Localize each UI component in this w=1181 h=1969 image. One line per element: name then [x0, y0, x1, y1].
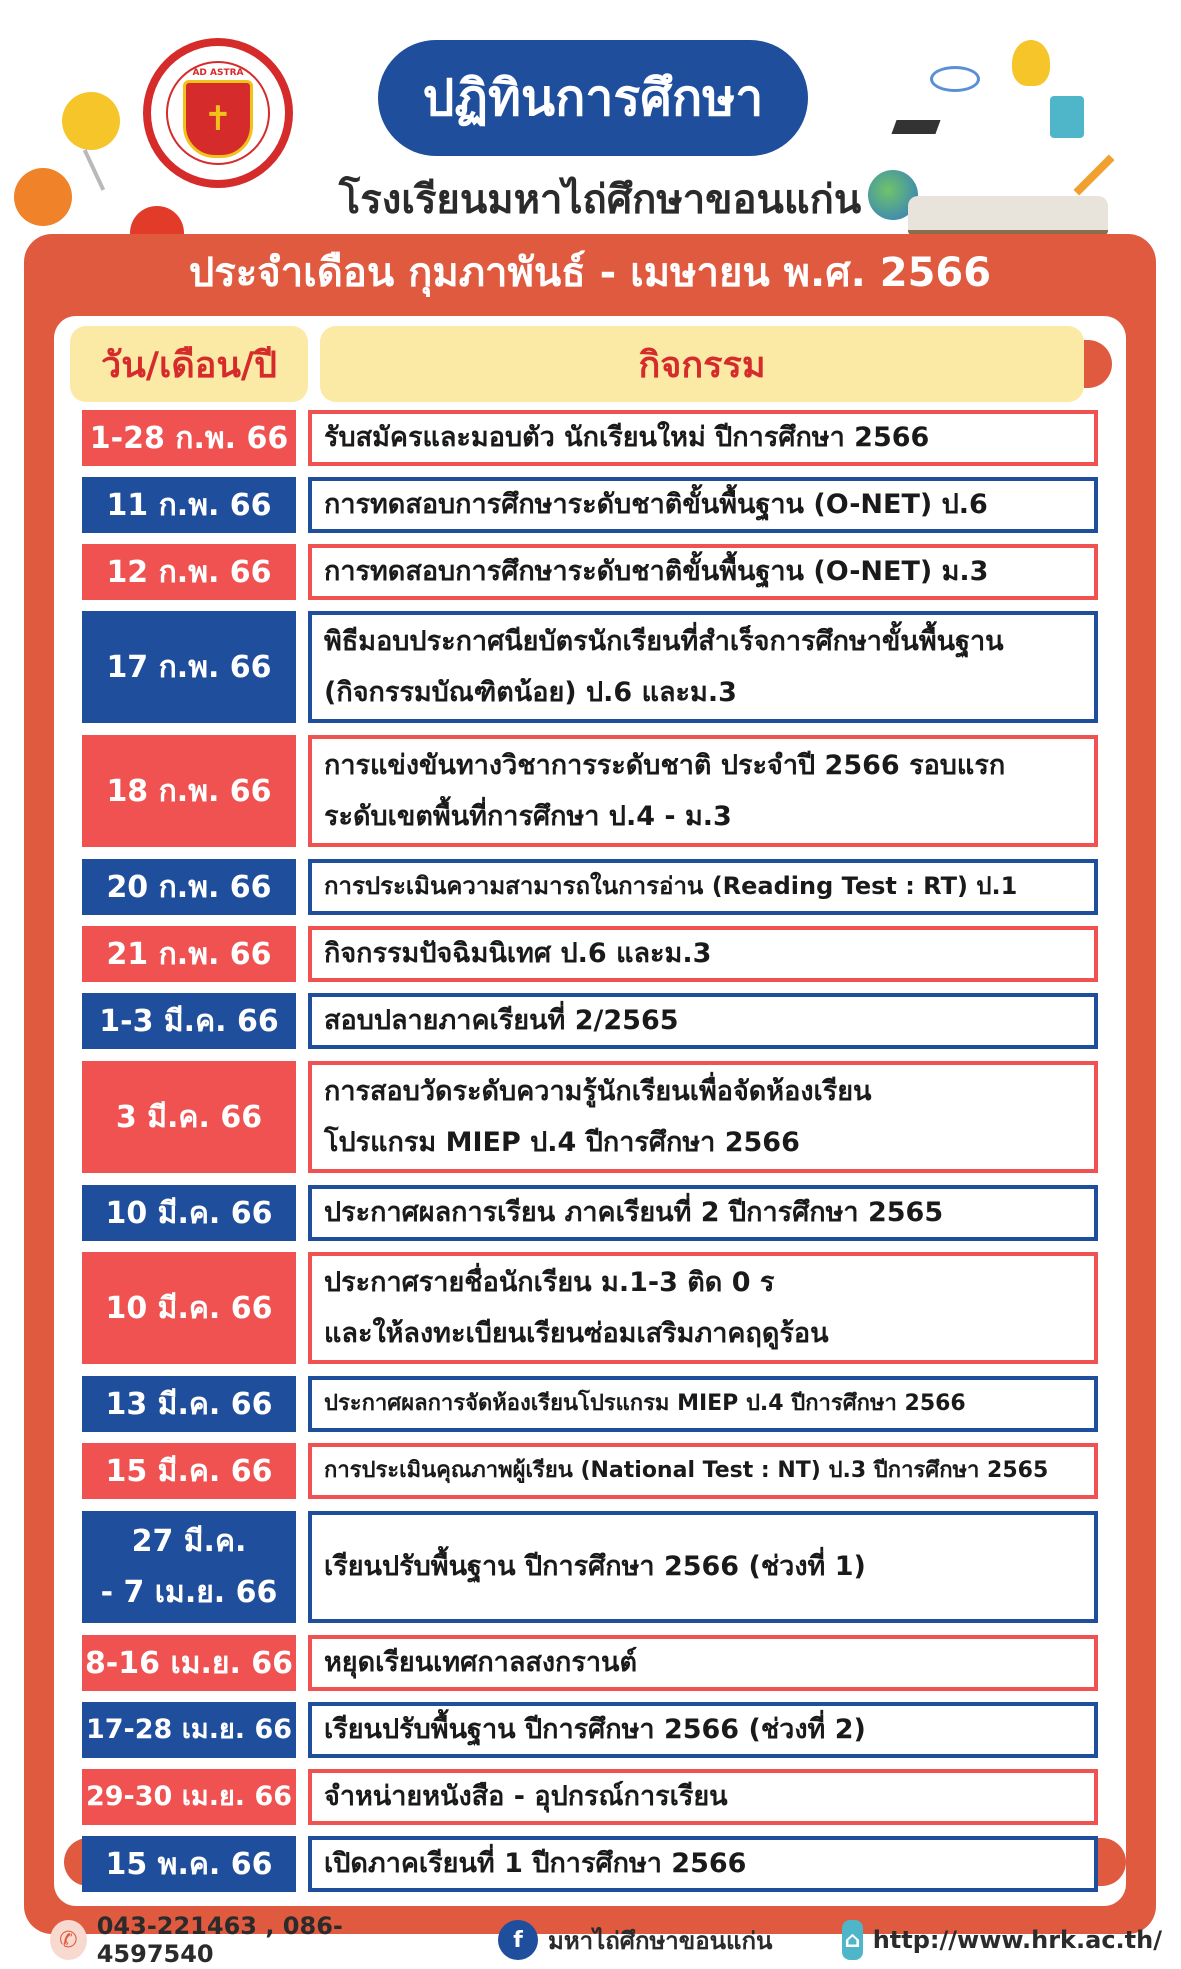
- footer-website[interactable]: [842, 1916, 1162, 1964]
- row-date: 15 มี.ค. 66: [82, 1443, 296, 1499]
- row-activity: การประเมินคุณภาพผู้เรียน (National Test : NT) ป.3 ปีการศึกษา 2565: [308, 1443, 1098, 1499]
- row-date: 27 มี.ค. - 7 เม.ย. 66: [82, 1511, 296, 1623]
- table-row: [82, 1836, 1098, 1892]
- pencil-icon: [1073, 154, 1114, 195]
- table-row: [82, 410, 1098, 466]
- shield-icon: ✝: [183, 80, 253, 158]
- table-row: [82, 1061, 1098, 1173]
- page-title: ปฏิทินการศึกษา: [378, 40, 808, 156]
- row-date: 13 มี.ค. 66: [82, 1376, 296, 1432]
- logo-motto: AD ASTRA: [192, 68, 244, 78]
- facebook-icon: f: [498, 1920, 538, 1960]
- period-heading: ประจำเดือน กุมภาพันธ์ - เมษายน พ.ศ. 2566: [188, 250, 992, 296]
- pushpin-yellow-needle: [83, 149, 105, 191]
- footer-facebook[interactable]: [498, 1916, 798, 1964]
- row-activity: การสอบวัดระดับความรู้นักเรียนเพื่อจัดห้องเรียน โปรแกรม MIEP ป.4 ปีการศึกษา 2566: [308, 1061, 1098, 1173]
- web-icon: ⌂: [842, 1920, 863, 1960]
- row-activity: สอบปลายภาคเรียนที่ 2/2565: [308, 993, 1098, 1049]
- table-row: [82, 993, 1098, 1049]
- row-activity: พิธีมอบประกาศนียบัตรนักเรียนที่สำเร็จการศึกษาขั้นพื้นฐาน (กิจกรรมบัณฑิตน้อย) ป.6 และม.3: [308, 611, 1098, 723]
- row-activity: การแข่งขันทางวิชาการระดับชาติ ประจำปี 2566 รอบแรก ระดับเขตพื้นที่การศึกษา ป.4 - ม.3: [308, 735, 1098, 847]
- row-activity: การทดสอบการศึกษาระดับชาติขั้นพื้นฐาน (O-NET) ป.6: [308, 477, 1098, 533]
- row-date: 10 มี.ค. 66: [82, 1252, 296, 1364]
- table-row: [82, 611, 1098, 723]
- row-activity: เปิดภาคเรียนที่ 1 ปีการศึกษา 2566: [308, 1836, 1098, 1892]
- row-date: 18 ก.พ. 66: [82, 735, 296, 847]
- column-header-activity: กิจกรรม: [320, 326, 1084, 402]
- row-activity: เรียนปรับพื้นฐาน ปีการศึกษา 2566 (ช่วงที่ 1): [308, 1511, 1098, 1623]
- phone-icon: ✆: [50, 1920, 87, 1960]
- row-date: 3 มี.ค. 66: [82, 1061, 296, 1173]
- school-logo: [143, 38, 293, 188]
- phone-numbers: 043-221463 , 086-4597540: [96, 1912, 343, 1968]
- table-row: [82, 1443, 1098, 1499]
- table-row: [82, 1185, 1098, 1241]
- lightbulb-icon: [1012, 40, 1050, 86]
- school-name: โรงเรียนมหาไถ่ศึกษาขอนแก่น: [338, 177, 862, 223]
- table-row: [82, 1511, 1098, 1623]
- table-row: [82, 926, 1098, 982]
- pushpin-yellow-icon: [54, 84, 128, 158]
- row-date: 1-28 ก.พ. 66: [82, 410, 296, 466]
- row-activity: หยุดเรียนเทศกาลสงกรานต์: [308, 1635, 1098, 1691]
- facebook-page: มหาไถ่ศึกษาขอนแก่น: [548, 1926, 773, 1955]
- row-date: 29-30 เม.ย. 66: [82, 1769, 296, 1825]
- table-row: [82, 1252, 1098, 1364]
- row-activity: เรียนปรับพื้นฐาน ปีการศึกษา 2566 (ช่วงที่ 2): [308, 1702, 1098, 1758]
- row-date: 12 ก.พ. 66: [82, 544, 296, 600]
- table-row: [82, 859, 1098, 915]
- row-activity: การประเมินความสามารถในการอ่าน (Reading Test : RT) ป.1: [308, 859, 1098, 915]
- table-row: [82, 1376, 1098, 1432]
- table-row: [82, 544, 1098, 600]
- atom-icon: [930, 66, 980, 92]
- row-date: 1-3 มี.ค. 66: [82, 993, 296, 1049]
- row-activity: ประกาศผลการจัดห้องเรียนโปรแกรม MIEP ป.4 ปีการศึกษา 2566: [308, 1376, 1098, 1432]
- calculator-icon: [1050, 96, 1084, 138]
- table-row: [82, 1769, 1098, 1825]
- row-date: 8-16 เม.ย. 66: [82, 1635, 296, 1691]
- row-date: 10 มี.ค. 66: [82, 1185, 296, 1241]
- website-url: http://www.hrk.ac.th/: [872, 1926, 1162, 1954]
- table-row: [82, 1702, 1098, 1758]
- table-row: [82, 735, 1098, 847]
- logo-emblem: [166, 61, 270, 165]
- column-header-date: วัน/เดือน/ปี: [70, 326, 308, 402]
- graduation-cap-icon: [891, 120, 940, 134]
- row-date: 17 ก.พ. 66: [82, 611, 296, 723]
- open-book-icon: [908, 196, 1108, 235]
- row-activity: ประกาศผลการเรียน ภาคเรียนที่ 2 ปีการศึกษา 2565: [308, 1185, 1098, 1241]
- row-date: 17-28 เม.ย. 66: [82, 1702, 296, 1758]
- footer-phone[interactable]: [50, 1912, 430, 1968]
- row-activity: ประกาศรายชื่อนักเรียน ม.1-3 ติด 0 ร และให้ลงทะเบียนเรียนซ่อมเสริมภาคฤดูร้อน: [308, 1252, 1098, 1364]
- row-activity: การทดสอบการศึกษาระดับชาติขั้นพื้นฐาน (O-NET) ม.3: [308, 544, 1098, 600]
- row-date: 21 ก.พ. 66: [82, 926, 296, 982]
- row-date: 20 ก.พ. 66: [82, 859, 296, 915]
- row-date: 15 พ.ค. 66: [82, 1836, 296, 1892]
- table-row: [82, 1635, 1098, 1691]
- row-activity: จำหน่ายหนังสือ - อุปกรณ์การเรียน: [308, 1769, 1098, 1825]
- row-date: 11 ก.พ. 66: [82, 477, 296, 533]
- row-activity: รับสมัครและมอบตัว นักเรียนใหม่ ปีการศึกษา 2566: [308, 410, 1098, 466]
- table-row: [82, 477, 1098, 533]
- pushpin-orange-icon: [14, 168, 72, 226]
- row-activity: กิจกรรมปัจฉิมนิเทศ ป.6 และม.3: [308, 926, 1098, 982]
